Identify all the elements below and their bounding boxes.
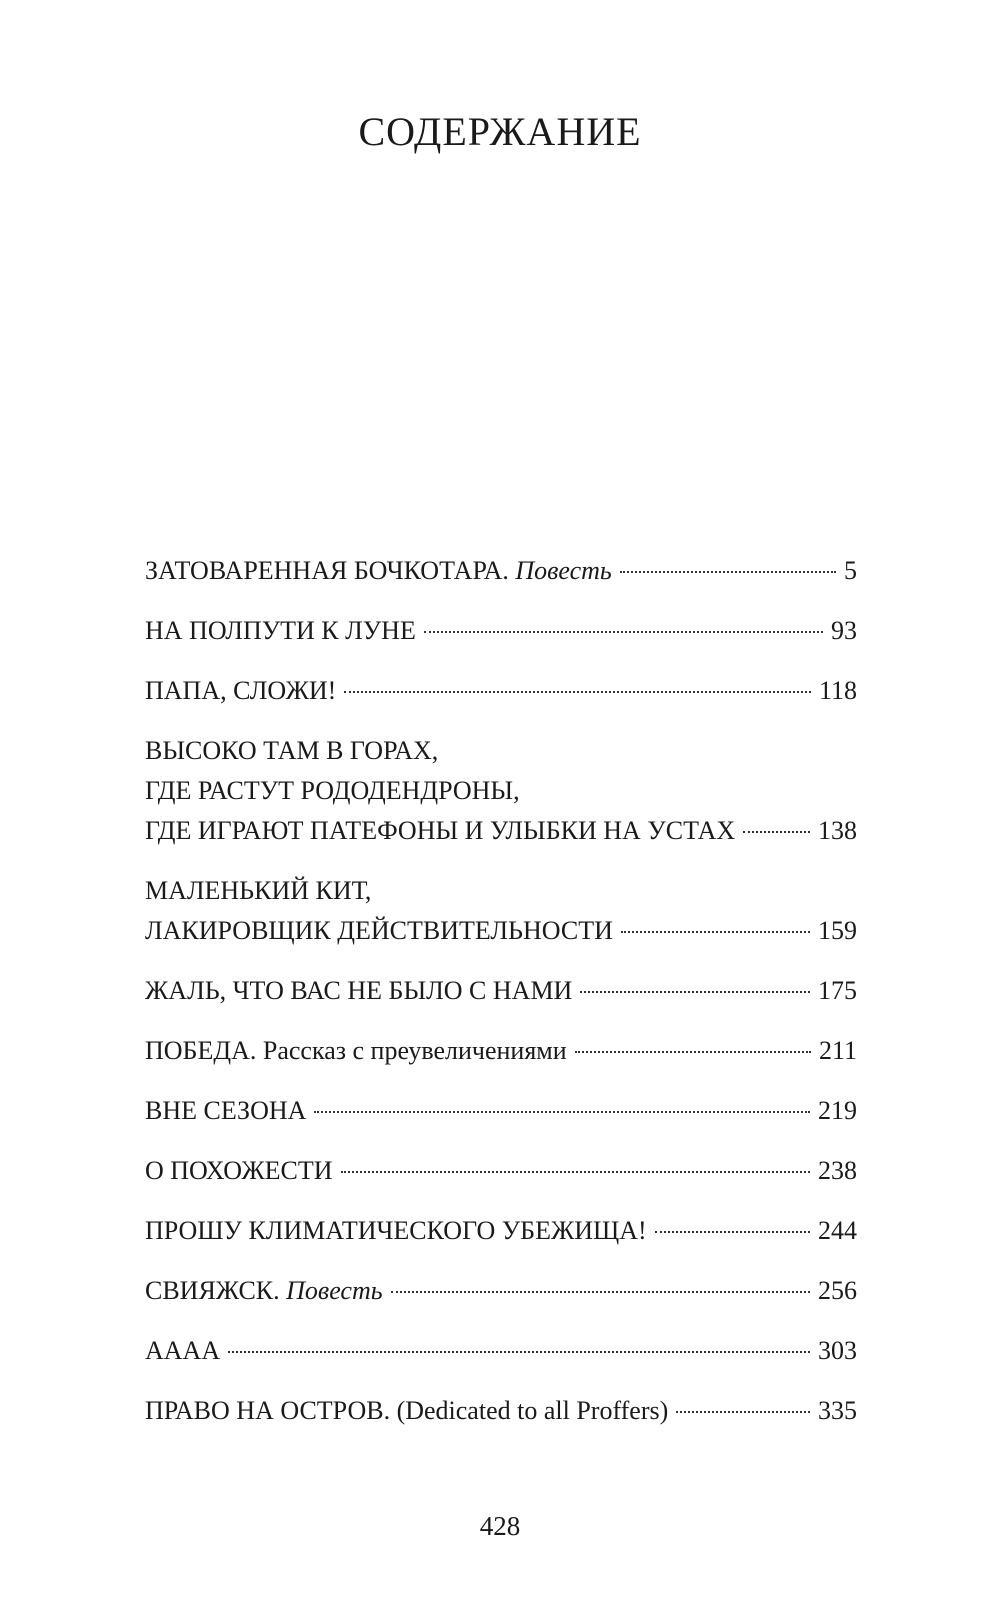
toc-entry-row (145, 811, 857, 851)
toc-entry (145, 1031, 857, 1071)
toc-entry (145, 1391, 857, 1431)
toc-entry (145, 1331, 857, 1371)
toc-entry (145, 731, 857, 851)
toc-entry-title-line: ГДЕ РАСТУТ РОДОДЕНДРОНЫ, (145, 776, 520, 805)
toc-entry-page: 175 (818, 976, 857, 1005)
toc-entry-title: ЛАКИРОВЩИК ДЕЙСТВИТЕЛЬНОСТИ (145, 916, 613, 945)
toc-entry-row (145, 1271, 857, 1311)
toc-entry-title: ЖАЛЬ, ЧТО ВАС НЕ БЫЛО С НАМИ (145, 976, 573, 1005)
dot-leader (743, 831, 810, 833)
toc-entry (145, 611, 857, 651)
toc-entry (145, 671, 857, 711)
toc-entry-row (145, 611, 857, 651)
toc-entry (145, 1091, 857, 1131)
toc-entry-row (145, 911, 857, 951)
page-number: 428 (479, 1511, 521, 1541)
toc-entry-row (145, 971, 857, 1011)
toc-entry-page: 256 (818, 1276, 857, 1305)
toc-entry (145, 1151, 857, 1191)
toc-entry-title: ВНЕ СЕЗОНА (145, 1096, 307, 1125)
toc-entry-page: 303 (818, 1336, 857, 1365)
dot-leader (620, 571, 836, 573)
toc-entry-genre: Повесть (515, 556, 612, 585)
toc-entry-page: 211 (818, 1036, 857, 1065)
toc-entry-page: 238 (818, 1156, 857, 1185)
toc-entry-title-line: ВЫСОКО ТАМ В ГОРАХ, (145, 736, 439, 765)
dot-leader (341, 1171, 810, 1173)
table-of-contents (145, 551, 857, 1451)
toc-entry-page: 93 (831, 616, 857, 645)
toc-entry-row (145, 1391, 857, 1431)
toc-entry-title-line: МАЛЕНЬКИЙ КИТ, (145, 876, 372, 905)
toc-entry-title: О ПОХОЖЕСТИ (145, 1156, 333, 1185)
toc-entry (145, 551, 857, 591)
dot-leader (575, 1051, 811, 1053)
toc-entry-title: ПРОШУ КЛИМАТИЧЕСКОГО УБЕЖИЩА! (145, 1216, 647, 1245)
toc-entry (145, 1211, 857, 1251)
toc-entry-title: ПРАВО НА ОСТРОВ. (Dedicated to all Proffers) (145, 1396, 669, 1425)
dot-leader (676, 1411, 810, 1413)
toc-entry-title: ПАПА, СЛОЖИ! (145, 676, 337, 705)
dot-leader (655, 1231, 810, 1233)
toc-entry-row (145, 1331, 857, 1371)
dot-leader (424, 631, 823, 633)
toc-entry-title: СВИЯЖСК. (145, 1276, 280, 1305)
toc-entry-row (145, 671, 857, 711)
dot-leader (621, 931, 810, 933)
toc-entry-title: НА ПОЛПУТИ К ЛУНЕ (145, 616, 416, 645)
toc-entry-page: 5 (844, 556, 857, 585)
toc-entry-page: 244 (818, 1216, 857, 1245)
toc-entry-page: 159 (818, 916, 857, 945)
dot-leader (228, 1351, 810, 1353)
toc-entry (145, 1271, 857, 1311)
dot-leader (344, 691, 811, 693)
toc-entry-title: АААА (145, 1336, 221, 1365)
toc-entry-page: 118 (818, 676, 857, 705)
toc-entry-row (145, 1031, 857, 1071)
page-title: СОДЕРЖАНИЕ (358, 109, 642, 154)
toc-entry-row (145, 1211, 857, 1251)
toc-entry-title: ГДЕ ИГРАЮТ ПАТЕФОНЫ И УЛЫБКИ НА УСТАХ (145, 816, 736, 845)
dot-leader (391, 1291, 810, 1293)
toc-entry-page: 138 (818, 816, 857, 845)
toc-entry-row (145, 1151, 857, 1191)
toc-entry-page: 335 (818, 1396, 857, 1425)
toc-entry-row (145, 1091, 857, 1131)
toc-entry-genre: Повесть (286, 1276, 383, 1305)
toc-entry-title: ПОБЕДА. Рассказ с преувеличениями (145, 1036, 567, 1065)
toc-entry (145, 971, 857, 1011)
toc-entry (145, 871, 857, 951)
toc-entry-title: ЗАТОВАРЕННАЯ БОЧКОТАРА. (145, 556, 509, 585)
toc-entry-page: 219 (818, 1096, 857, 1125)
dot-leader (314, 1111, 810, 1113)
toc-entry-row (145, 551, 857, 591)
dot-leader (580, 991, 810, 993)
